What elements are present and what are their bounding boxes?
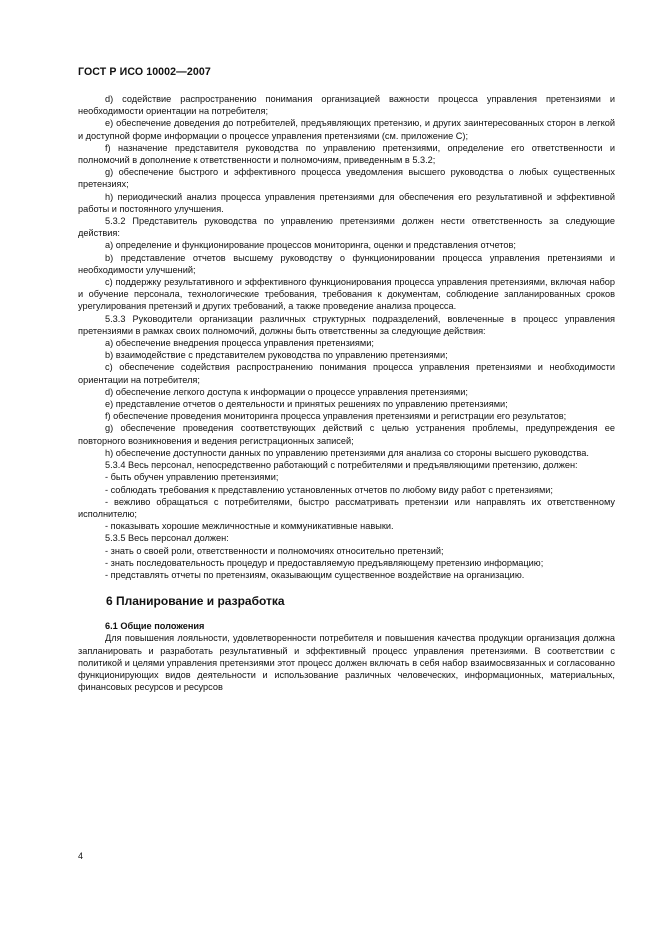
paragraph: Для повышения лояльности, удовлетворенности потребителя и повышения качества продукции организация должна запланировать и разработать результативный и эффективный процесс управления претензиями. В соответствии с политикой и целями управления претензиями этот процесс должен включать в себя набор взаимосвязанных и согласованно функционирующих видов деятельности и использование различных человеческих, информационных, материальных, финансовых ресурсов и ресурсов xyxy=(78,633,615,693)
paragraph: g) обеспечение проведения соответствующих действий с целью устранения проблемы, предупреждения ее повторного возникновения и ведения регистрационных записей; xyxy=(78,423,615,446)
paragraph: - знать о своей роли, ответственности и полномочиях относительно претензий; xyxy=(105,545,444,556)
paragraph: c) обеспечение содействия распространению понимания процесса управления претензиями и необходимости ориентации на потребителя; xyxy=(78,362,615,385)
section-title: 6 Планирование и разработка xyxy=(106,594,285,609)
page-number: 4 xyxy=(78,851,84,861)
paragraph: 5.3.2 Представитель руководства по управлению претензиями должен нести ответственность за следующие действия: xyxy=(78,216,615,239)
paragraph: b) представление отчетов высшему руководству о функционировании процесса управления претензиями и необходимости улучшений; xyxy=(78,252,615,275)
document-body xyxy=(78,93,615,693)
paragraph: - знать последовательность процедур и предоставляемую предъявляющему претензию информацию; xyxy=(105,557,544,568)
paragraph: - вежливо обращаться с потребителями, быстро рассматривать претензии или направлять их ответственному исполнителю; xyxy=(78,496,615,519)
paragraph: f) обеспечение проведения мониторинга процесса управления претензиями и регистрации его результатов; xyxy=(105,411,567,422)
paragraph: d) обеспечение легкого доступа к информации о процессе управления претензиями; xyxy=(105,386,468,397)
paragraph: - быть обучен управлению претензиями; xyxy=(105,472,279,483)
paragraph: a) определение и функционирование процессов мониторинга, оценки и представления отчетов; xyxy=(105,240,516,251)
paragraph: 5.3.5 Весь персонал должен: xyxy=(105,533,229,544)
paragraph: b) взаимодействие с представителем руководства по управлению претензиями; xyxy=(105,350,448,361)
document-header: ГОСТ Р ИСО 10002—2007 xyxy=(78,66,211,78)
paragraph: - представлять отчеты по претензиям, оказывающим существенное воздействие на организацию. xyxy=(105,569,525,580)
subsection-title: 6.1 Общие положения xyxy=(105,621,205,632)
paragraph: h) обеспечение доступности данных по управлению претензиями для анализа со стороны высшего руководства. xyxy=(105,447,589,458)
paragraph: e) представление отчетов о деятельности и принятых решениях по управлению претензиями; xyxy=(105,399,508,410)
paragraph: h) периодический анализ процесса управления претензиями для обеспечения его результативной и эффективной работы и постоянного улучшения. xyxy=(78,191,615,214)
paragraph: a) обеспечение внедрения процесса управления претензиями; xyxy=(105,338,374,349)
paragraph: e) обеспечение доведения до потребителей, предъявляющих претензию, и других заинтересованных сторон в легкой и доступной форме информации о процессе управления претензиями (см. приложение С); xyxy=(78,118,615,141)
paragraph: 5.3.4 Весь персонал, непосредственно работающий с потребителями и предъявляющими претензию, должен: xyxy=(105,460,578,471)
paragraph: - соблюдать требования к представлению установленных отчетов по любому виду работ с претензиями; xyxy=(105,484,553,495)
paragraph: f) назначение представителя руководства по управлению претензиями, определение его ответственности и полномочий в дополнение к ответственности и полномочиям, приведенным в 5.3.2; xyxy=(78,142,615,166)
paragraph: c) поддержку результативного и эффективного функционирования процесса управления претензиями, включая набор и обучение персонала, технологические требования, требования к документам, соблюдение запланированных сроков урегулирования претензий и других требований, а также проведение анализа процесса. xyxy=(78,277,615,312)
paragraph: - показывать хорошие межличностные и коммуникативные навыки. xyxy=(105,521,394,532)
paragraph: 5.3.3 Руководители организации различных структурных подразделений, вовлеченные в процесс управления претензиями в рамках своих полномочий, должны быть ответственны за следующие действия: xyxy=(78,313,615,336)
paragraph: d) содействие распространению понимания организацией важности процесса управления претензиями и необходимости ориентации на потребителя; xyxy=(78,94,615,117)
paragraph: g) обеспечение быстрого и эффективного процесса уведомления высшего руководства о любых существенных претензиях; xyxy=(78,167,615,190)
